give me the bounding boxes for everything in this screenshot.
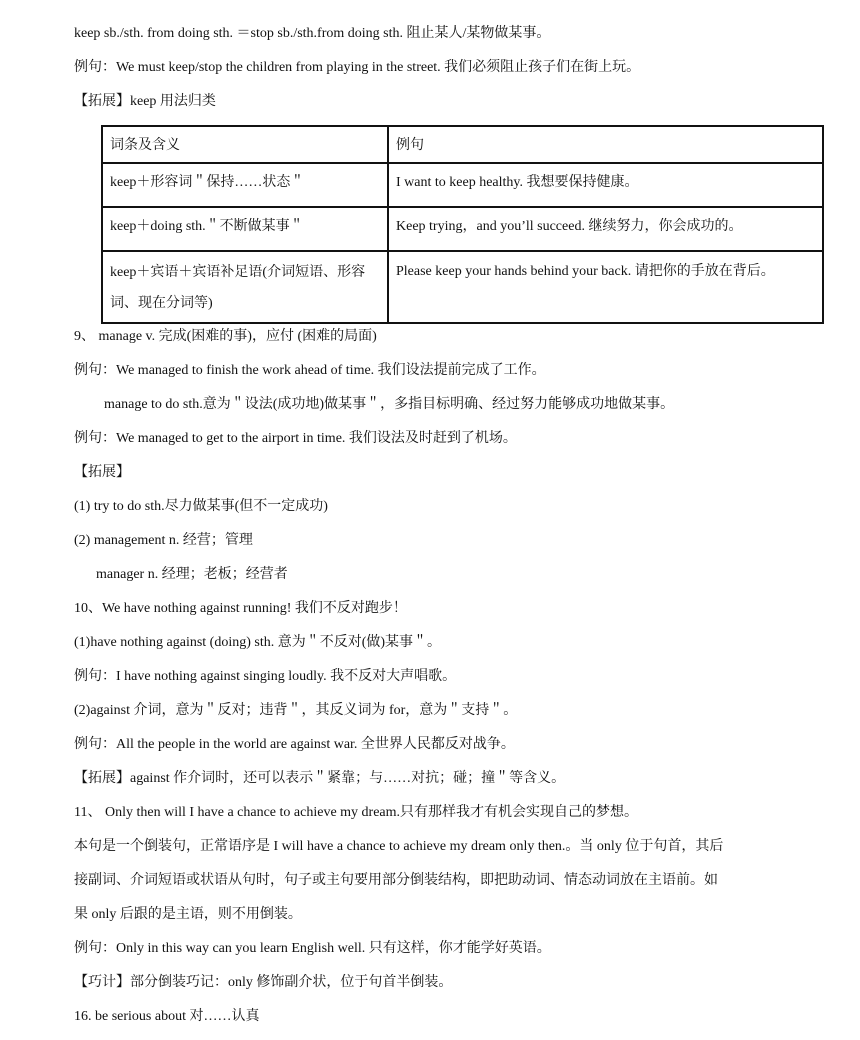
item-16-be-serious-about: 16. be serious about 对……认真 <box>74 1009 260 1024</box>
example-line: 例句：I have nothing against singing loudly. 我不反对大声唱歌。 <box>74 669 457 684</box>
table-cell: Keep trying，and you’ll succeed. 继续努力，你会成功的。 <box>388 207 823 251</box>
keep-usage-heading: 【拓展】keep 用法归类 <box>74 94 216 109</box>
keep-usage-table <box>101 125 824 324</box>
extension-item: (1) try to do sth.尽力做某事(但不一定成功) <box>74 499 328 514</box>
extension-item: manager n. 经理；老板；经营者 <box>96 567 288 582</box>
extension-line: 【拓展】against 作介词时，还可以表示＂紧靠；与……对抗；碰；撞＂等含义。 <box>74 771 566 786</box>
example-line: 例句：We managed to get to the airport in time. 我们设法及时赶到了机场。 <box>74 431 517 446</box>
table-cell: keep＋形容词＂保持……状态＂ <box>102 163 388 207</box>
table-cell: keep＋doing sth.＂不断做某事＂ <box>102 207 388 251</box>
table-cell: I want to keep healthy. 我想要保持健康。 <box>388 163 823 207</box>
table-header-cell: 词条及含义 <box>102 126 388 163</box>
inversion-explanation: 果 only 后跟的是主语，则不用倒装。 <box>74 907 302 922</box>
example-line: 例句：Only in this way can you learn English well. 只有这样，你才能学好英语。 <box>74 941 551 956</box>
keep-from-definition: keep sb./sth. from doing sth. ＝stop sb./sth.from doing sth. 阻止某人/某物做某事。 <box>74 26 551 41</box>
table-header-row <box>102 126 823 163</box>
table-cell: keep＋宾语＋宾语补足语(介词短语、形容词、现在分词等) <box>102 251 388 323</box>
memory-tip: 【巧计】部分倒装巧记：only 修饰副介状，位于句首半倒装。 <box>74 975 453 990</box>
example-line: 例句：We managed to finish the work ahead of time. 我们设法提前完成了工作。 <box>74 363 546 378</box>
table-row <box>102 251 823 323</box>
table-row <box>102 163 823 207</box>
against-explanation: (1)have nothing against (doing) sth. 意为＂不反对(做)某事＂。 <box>74 635 442 650</box>
manage-to-do-explanation: manage to do sth.意为＂设法(成功地)做某事＂，多指目标明确、经过努力能够成功地做某事。 <box>104 397 675 412</box>
against-explanation: (2)against 介词，意为＂反对；违背＂，其反义词为 for，意为＂支持＂。 <box>74 703 518 718</box>
extension-heading: 【拓展】 <box>74 465 130 480</box>
inversion-explanation: 接副词、介词短语或状语从句时，句子或主句要用部分倒装结构，即把助动词、情态动词放在主语前。如 <box>74 873 718 888</box>
item-9-manage: 9、 manage v. 完成(困难的事)，应付 (困难的局面) <box>74 329 377 344</box>
keep-from-example: 例句：We must keep/stop the children from playing in the street. 我们必须阻止孩子们在街上玩。 <box>74 60 641 75</box>
table-header-cell: 例句 <box>388 126 823 163</box>
item-10-against: 10、We have nothing against running! 我们不反对跑步！ <box>74 601 407 616</box>
extension-item: (2) management n. 经营；管理 <box>74 533 253 548</box>
item-11-only-then: 11、 Only then will I have a chance to achieve my dream.只有那样我才有机会实现自己的梦想。 <box>74 805 639 820</box>
inversion-explanation: 本句是一个倒装句，正常语序是 I will have a chance to achieve my dream only then.。当 only 位于句首，其后 <box>74 839 724 854</box>
example-line: 例句：All the people in the world are against war. 全世界人民都反对战争。 <box>74 737 515 752</box>
table-row <box>102 207 823 251</box>
table-cell: Please keep your hands behind your back. 请把你的手放在背后。 <box>388 251 823 323</box>
